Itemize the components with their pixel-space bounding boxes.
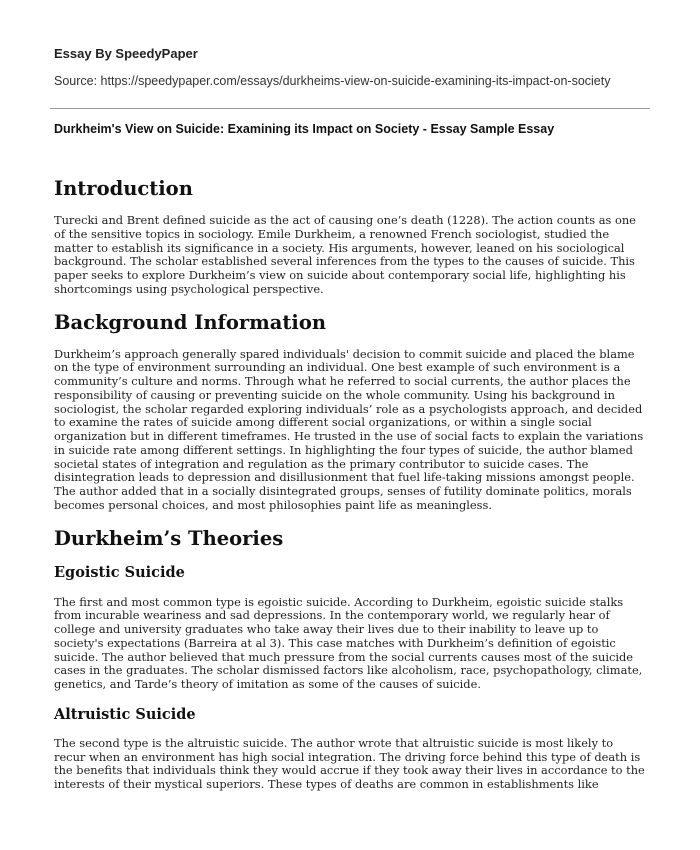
heading-background: Background Information (54, 310, 327, 334)
source-link[interactable]: Source: https://speedypaper.com/essays/durkheims-view-on-suicide-examining-its-impact-on-society (54, 74, 611, 88)
document-title: Durkheim's View on Suicide: Examining its Impact on Society - Essay Sample Essay (54, 122, 555, 136)
paragraph-introduction: Turecki and Brent defined suicide as the act of causing one’s death (1228). The action counts as one of the sensitive topics in sociology. Emile Durkheim, a renowned French sociologist, studied the matter to establish its significance in a society. His arguments, however, leaned on his sociological background. The scholar established several inferences from the types to the causes of suicide. This paper seeks to explore Durkheim’s view on suicide about contemporary social life, highlighting his shortcomings using psychological perspective. (54, 213, 636, 296)
header-divider (50, 108, 650, 109)
heading-introduction: Introduction (54, 177, 193, 200)
heading-egoistic-suicide: Egoistic Suicide (54, 563, 185, 581)
paragraph-background: Durkheim’s approach generally spared individuals' decision to commit suicide and placed the blame on the type of environment surrounding an individual. One best example of such environment is a community’s culture and norms. Through what he referred to social currents, the author places the responsibility of causing or preventing suicide on the whole community. Using his background in sociologist, the scholar regarded exploring individuals’ role as a psychologists approach, and decided to examine the rates of suicide among different social organizations, or within a single social organization but in different timeframes. He trusted in the use of social facts to explain the variations in suicide rate among different settings. In highlighting the four types of suicide, the author blamed societal states of integration and regulation as the primary contributor to suicide cases. The disintegration leads to depression and disillusionment that fuel life-taking missions amongst people. The author added that in a socially disintegrated groups, senses of futility dominate politics, morals becomes personal choices, and most philosophies paint life as meaningless. (54, 346, 644, 512)
heading-theories: Durkheim’s Theories (54, 526, 284, 550)
paragraph-egoistic-suicide: The first and most common type is egoistic suicide. According to Durkheim, egoistic suicide stalks from incurable weariness and sad depressions. In the contemporary world, we regularly hear of college and university graduates who take away their lives due to their inability to leave up to society's expectations (Barreira at al 3). This case matches with Durkheim’s definition of egoistic suicide. The author believed that much pressure from the social currents causes most of the suicide cases in the graduates. The scholar dismissed factors like alcoholism, race, psychopathology, climate, genetics, and Tarde’s theory of imitation as some of the causes of suicide. (54, 594, 643, 691)
brand-label: Essay By SpeedyPaper (54, 46, 198, 61)
heading-altruistic-suicide: Altruistic Suicide (54, 705, 196, 723)
paragraph-altruistic-suicide: The second type is the altruistic suicide. The author wrote that altruistic suicide is most likely to recur when an environment has high social integration. The driving force behind this type of death is the benefits that individuals think they would accrue if they took away their lives in accordance to the interests of their mystical superiors. These types of deaths are common in establishments like (54, 735, 645, 791)
